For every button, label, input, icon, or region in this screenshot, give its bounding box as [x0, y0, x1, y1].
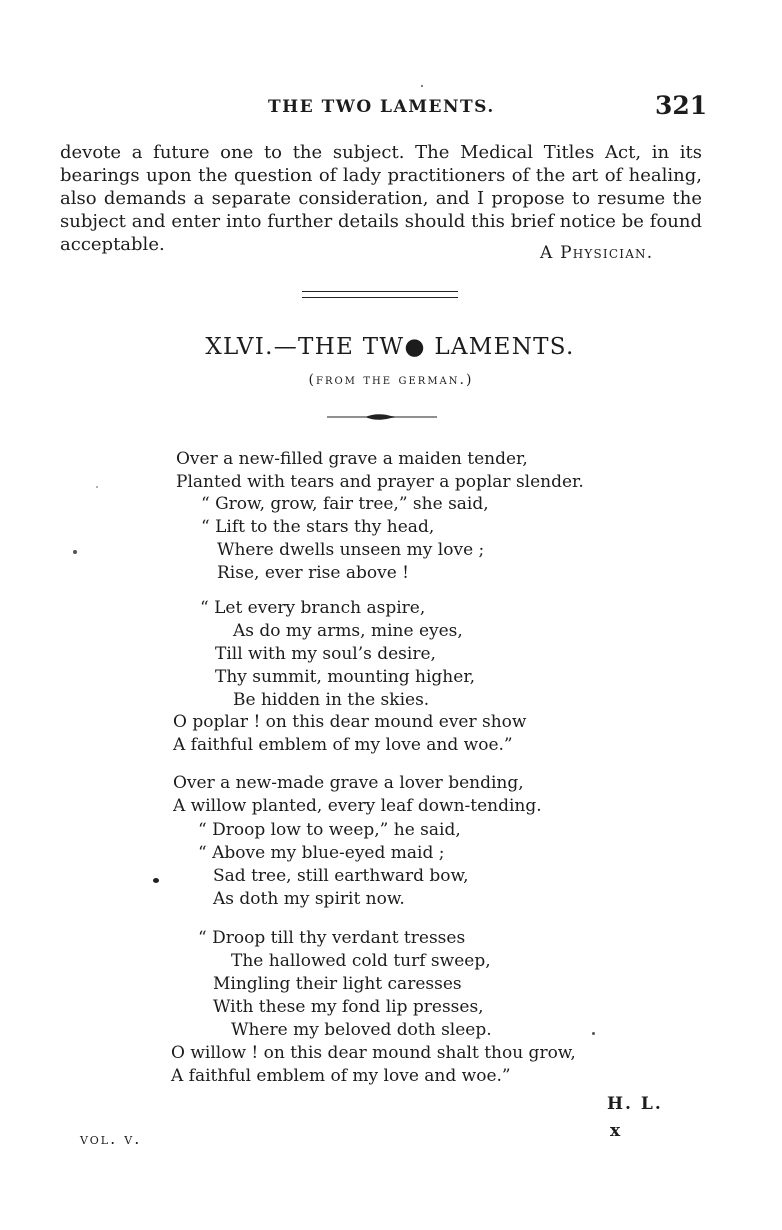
poem-line: A faithful emblem of my love and woe.” [173, 735, 513, 755]
poem-line: Over a new-filled grave a maiden tender, [176, 449, 528, 469]
print-speck [592, 1032, 595, 1035]
poem-line: Rise, ever rise above ! [217, 563, 409, 583]
poem-line: “ Droop till thy verdant tresses [198, 928, 466, 948]
signature-mark: x [610, 1121, 621, 1141]
poem-line: Over a new-made grave a lover bending, [173, 773, 524, 793]
poem-line: “ Let every branch aspire, [200, 598, 426, 618]
poem-line: Thy summit, mounting higher, [215, 667, 475, 687]
poem-line: “ Lift to the stars thy head, [201, 517, 435, 537]
poem-line: Where dwells unseen my love ; [217, 540, 485, 560]
section-title-text: XLVI.—THE TW● LAMENTS. [205, 334, 575, 360]
poem-line: Be hidden in the skies. [233, 690, 430, 710]
page-number: 321 [655, 91, 708, 120]
print-speck [73, 550, 77, 554]
running-title: THE TWO LAMENTS. [268, 97, 495, 117]
poem-line: Sad tree, still earthward bow, [213, 866, 469, 886]
poem-line: “ Grow, grow, fair tree,” she said, [201, 494, 489, 514]
poem-line: Planted with tears and prayer a poplar slender. [176, 472, 584, 492]
signature-text: A Physician. [540, 243, 654, 263]
closing-paragraph: devote a future one to the subject. The Medical Titles Act, in its bearings upon the question of lady practitioners of the art of healing, also demands a separate consideration, and I propose to resume the subject and enter into further details should this brief notice be found acceptable. [60, 142, 702, 255]
print-speck [421, 85, 423, 87]
poem-line: As doth my spirit now. [213, 889, 405, 909]
poem-line: With these my fond lip presses, [213, 997, 484, 1017]
poem-line: Where my beloved doth sleep. [231, 1020, 492, 1040]
poem-line: Mingling their light caresses [213, 974, 462, 994]
print-speck [96, 486, 98, 488]
volume-label: vol. v. [80, 1129, 142, 1148]
poem-line: As do my arms, mine eyes, [233, 621, 463, 641]
print-speck [153, 878, 159, 883]
poem-line: “ Above my blue-eyed maid ; [198, 843, 445, 863]
poem-attribution: H. L. [607, 1094, 663, 1114]
poem-line: A willow planted, every leaf down-tending. [173, 796, 542, 816]
section-subtitle: (from the german.) [308, 372, 474, 388]
poem-line: “ Droop low to weep,” he said, [198, 820, 461, 840]
poem-line: Till with my soul’s desire, [215, 644, 436, 664]
poem-line: The hallowed cold turf sweep, [231, 951, 491, 971]
poem-line: O poplar ! on this dear mound ever show [173, 712, 527, 732]
poem-line: A faithful emblem of my love and woe.” [171, 1066, 511, 1086]
poem-line: O willow ! on this dear mound shalt thou grow, [171, 1043, 576, 1063]
